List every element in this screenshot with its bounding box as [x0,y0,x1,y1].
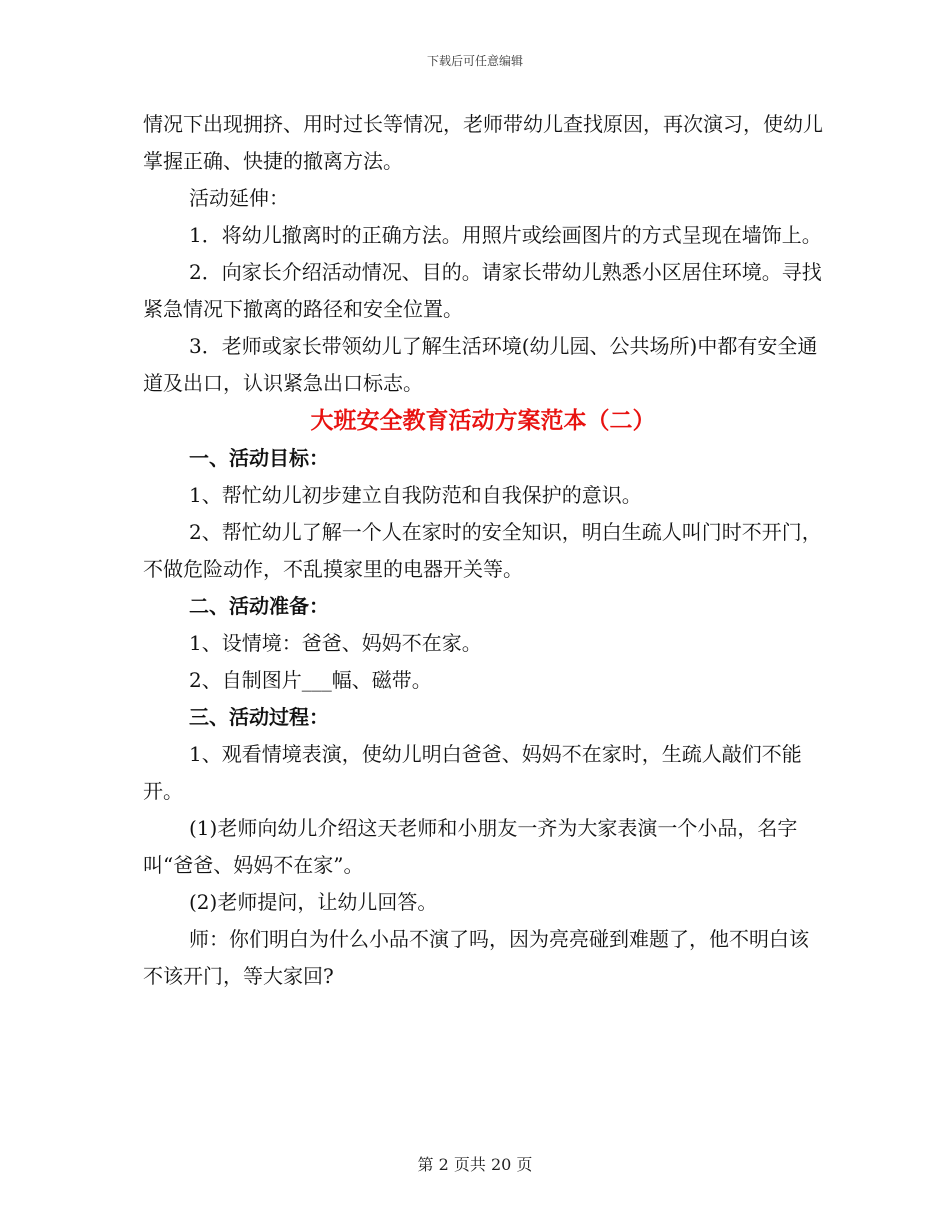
section-heading: 二、活动准备： [189,594,329,618]
paragraph: 活动延伸： [189,186,289,210]
paragraph: 师：你们明白为什么小品不演了吗，因为亮亮碰到难题了，他不明白该不该开门，等大家回? [143,927,809,988]
paragraph: 情况下出现拥挤、用时过长等情况，老师带幼儿查找原因，再次演习，使幼儿掌握正确、快捷的撤离方法。 [143,112,823,173]
paragraph: (2)老师提问，让幼儿回答。 [189,890,438,914]
paragraph: (1)老师向幼儿介绍这天老师和小朋友一齐为大家表演一个小品，名字叫“爸爸、妈妈不在家”。 [143,816,798,877]
paragraph: 1、帮忙幼儿初步建立自我防范和自我保护的意识。 [189,483,642,507]
paragraph: 2、自制图片___幅、磁带。 [189,668,432,692]
paragraph: 1、设情境：爸爸、妈妈不在家。 [189,631,482,655]
paragraph: 1．将幼儿撤离时的正确方法。用照片或绘画图片的方式呈现在墙饰上。 [189,223,822,247]
paragraph: 2、帮忙幼儿了解一个人在家时的安全知识，明白生疏人叫门时不开门，不做危险动作，不乱摸家里的电器开关等。 [143,520,822,581]
document-body [143,106,823,995]
paragraph: 2．向家长介绍活动情况、目的。请家长带幼儿熟悉小区居住环境。寻找紧急情况下撤离的路径和安全位置。 [143,260,822,321]
page-header: 下载后可任意编辑 [426,54,523,68]
section-heading: 一、活动目标： [189,446,329,470]
section-heading: 三、活动过程： [189,705,329,729]
paragraph: 3．老师或家长带领幼儿了解生活环境(幼儿园、公共场所)中都有安全通道及出口，认识紧急出口标志。 [143,334,818,395]
section-title: 大班安全教育活动方案范本（二） [310,407,656,434]
page-footer: 第 2 页共 20 页 [417,1155,533,1174]
paragraph: 1、观看情境表演，使幼儿明白爸爸、妈妈不在家时，生疏人敲们不能开。 [143,742,802,803]
